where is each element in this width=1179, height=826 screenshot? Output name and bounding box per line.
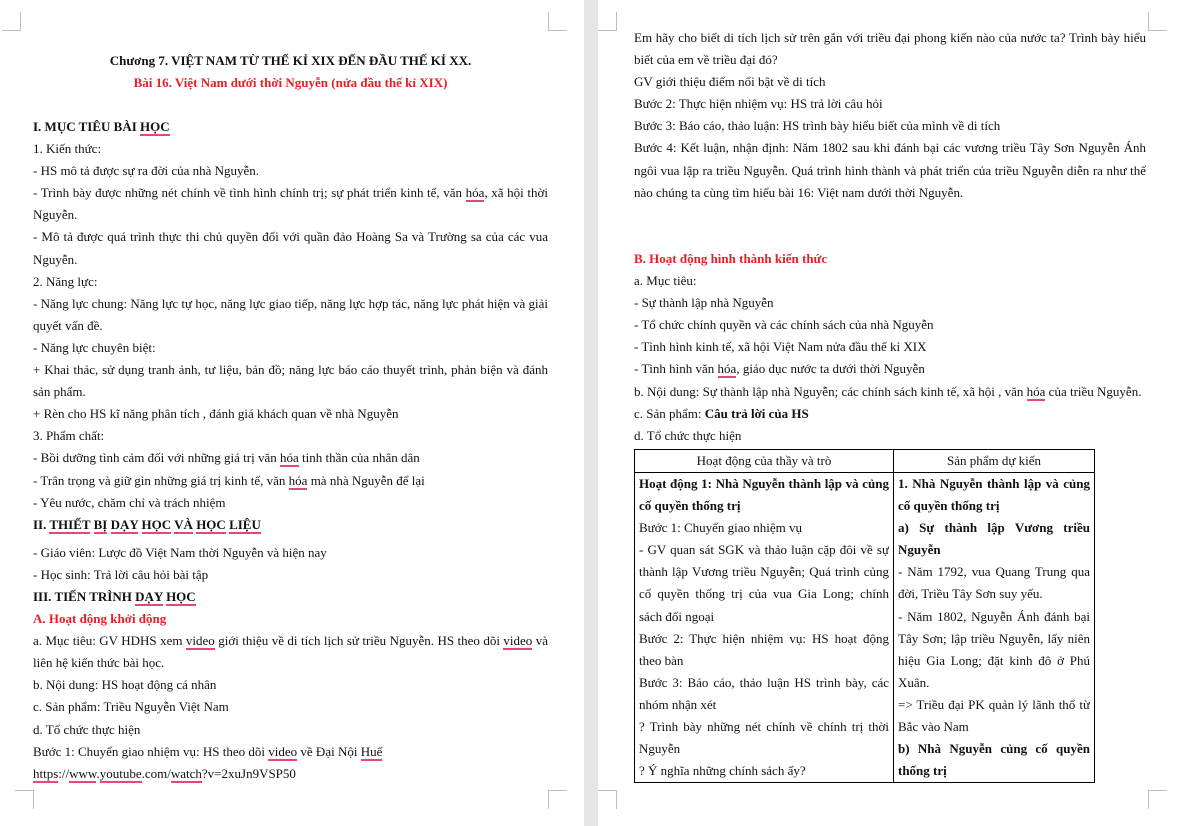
text-line (634, 314, 1146, 336)
line-text: d. Tổ chức thực hiện (634, 427, 742, 443)
text-line (639, 517, 889, 539)
spelling-flag[interactable]: hóa (288, 472, 308, 488)
line-text: 3. Phẩm chất: (33, 428, 105, 444)
text-line (33, 492, 548, 514)
text-line (33, 271, 548, 293)
line-text: II. THIẾT BỊ DẠY HỌC VÀ HỌC LIỆU (33, 516, 261, 532)
product-value: Câu trả lời của HS (704, 405, 809, 421)
text-line (634, 403, 1146, 425)
margin-corner-mark (1148, 12, 1167, 31)
line-text: ? Trình bày những nét chính về chính trị thời (639, 719, 889, 735)
line-text: => Triều đại PK quản lý lãnh thổ từ (898, 696, 1090, 712)
text-line (634, 425, 1146, 447)
line-text: - Yêu nước, chăm chỉ và trách nhiệm (33, 494, 226, 510)
line-text: + Khai thác, sử dụng tranh ảnh, tư liệu, bản đồ; năng lực báo cáo thuyết trình, phản biện và đánh (33, 362, 548, 378)
text-line (634, 292, 1146, 314)
spelling-flag[interactable]: VÀ (174, 516, 193, 532)
table-cell-activities[interactable] (635, 473, 894, 783)
line-text: sản phẩm. (33, 384, 86, 400)
text-line (639, 628, 889, 650)
section-heading (634, 248, 1146, 270)
text-line (898, 738, 1090, 760)
text-line (33, 293, 548, 315)
spelling-flag[interactable]: HỌC (141, 516, 172, 532)
text-line (33, 182, 548, 204)
line-text: a) Sự thành lập Vương triều (898, 520, 1090, 536)
text-line (33, 403, 548, 425)
text-line (898, 583, 1090, 605)
line-text: B. Hoạt động hình thành kiến thức (634, 251, 828, 266)
table-cell-expected-products[interactable] (894, 473, 1095, 783)
text-line (634, 381, 1146, 403)
text-line (898, 517, 1090, 539)
line-text: - Năng lực chuyên biệt: (33, 339, 156, 355)
line-text: thống trị (898, 763, 947, 779)
margin-corner-mark (15, 790, 34, 809)
line-text: Bước 2: Thực hiện nhiệm vụ: HS trả lời câu hỏi (634, 96, 883, 112)
line-text: nào chúng ta cùng tìm hiểu bài 16: Việt nam dưới thời Nguyễn. (634, 184, 964, 200)
page-2-intro[interactable] (634, 27, 1146, 204)
spelling-flag[interactable]: www (69, 765, 97, 781)
line-text: 1. Nhà Nguyễn thành lập và củng (898, 476, 1090, 491)
page-1-body[interactable] (33, 116, 548, 785)
spelling-flag[interactable]: hóa (1026, 383, 1046, 399)
document-page-1[interactable] (0, 0, 584, 826)
spelling-flag[interactable]: HỌC (196, 516, 226, 532)
line-text: - Trình bày được những nét chính về tình hình chính trị; sự phát triển kinh tế, văn hóa, xã hội thời (33, 185, 548, 201)
line-text: Bước 2: Thực hiện nhiệm vụ: HS hoạt động (639, 630, 889, 646)
spelling-flag[interactable]: watch (170, 765, 202, 781)
text-line (639, 650, 889, 672)
text-line (634, 160, 1146, 182)
line-text: Bước 3: Báo cáo, thảo luận: HS trình bày hiểu biết của mình về di tích (634, 118, 1001, 134)
line-text: + Rèn cho HS kĩ năng phân tích , đánh giá khách quan về nhà Nguyễn (33, 406, 399, 422)
line-text: ? Ý nghĩa những chính sách ấy? (639, 763, 806, 779)
line-text: cố quyền thống trị (898, 498, 1000, 514)
spelling-flag[interactable]: youtube (99, 765, 142, 781)
text-line (898, 672, 1090, 694)
text-line (639, 694, 889, 716)
line-text: A. Hoạt động khởi động (33, 611, 167, 627)
text-line (33, 381, 548, 403)
text-line (33, 652, 548, 674)
text-line (639, 495, 889, 517)
line-text: 1. Kiến thức: (33, 141, 102, 157)
text-line (639, 738, 889, 760)
spelling-flag[interactable]: DẠY (135, 588, 163, 604)
line-text: 2. Năng lực: (33, 273, 98, 289)
text-line (634, 270, 1146, 292)
text-line (33, 741, 548, 763)
text-line (634, 49, 1146, 71)
margin-corner-mark (548, 12, 567, 31)
text-line (33, 542, 548, 564)
margin-corner-mark (2, 12, 21, 31)
line-text: sách đối ngoại (639, 608, 715, 624)
text-line (33, 337, 548, 359)
margin-corner-mark (598, 790, 617, 809)
spelling-flag[interactable]: BỊ (93, 516, 108, 532)
spelling-flag[interactable]: HỌC (140, 119, 170, 134)
text-line (898, 495, 1090, 517)
text-line (33, 696, 548, 718)
line-text: b. Nội dung: HS hoạt động cá nhân (33, 677, 217, 693)
spelling-flag[interactable]: https (33, 765, 59, 781)
table-header: Hoạt động của thầy và trò (635, 450, 894, 473)
text-line (898, 561, 1090, 583)
video-link[interactable] (33, 763, 548, 785)
line-text: hiệu Gia Long; đặt kinh đô ở Phú (898, 652, 1090, 668)
text-line (634, 27, 1146, 49)
text-line (33, 719, 548, 741)
spelling-flag[interactable]: hóa (465, 185, 485, 201)
text-line (639, 606, 889, 628)
line-text: Bắc vào Nam (898, 719, 969, 735)
spelling-flag[interactable]: video (503, 633, 533, 649)
line-text: d. Tổ chức thực hiện (33, 721, 141, 737)
text-line (634, 336, 1146, 358)
line-text: - HS mô tả được sự ra đời của nhà Nguyễn. (33, 163, 260, 179)
line-text: a. Mục tiêu: GV HDHS xem video giới thiệu về di tích lịch sử triều Nguyễn. HS theo dõi video và (33, 633, 548, 649)
text-line (639, 672, 889, 694)
line-text: GV giới thiệu điểm nổi bật về di tích (634, 74, 826, 90)
line-text: - Học sinh: Trả lời câu hỏi bài tập (33, 566, 209, 582)
line-text: quyết vấn đề. (33, 317, 103, 333)
activity-table (634, 449, 1095, 783)
spelling-flag[interactable]: video (268, 743, 298, 759)
text-line (639, 539, 889, 561)
line-text: https://www.youtube.com/watch?v=2xuJn9VSP50 (33, 765, 296, 781)
section-heading (33, 608, 548, 630)
margin-corner-mark (1148, 790, 1167, 809)
line-text: - Trân trọng và giữ gìn những giá trị kinh tế, văn hóa mà nhà Nguyễn để lại (33, 472, 425, 488)
line-text: Bước 1: Chuyển giao nhiệm vụ: HS theo dõi video về Đại Nội Huế (33, 743, 383, 759)
text-line (898, 628, 1090, 650)
section-heading (33, 514, 548, 536)
line-text: - Năm 1802, Nguyễn Ánh đánh bại (898, 608, 1090, 624)
line-text: cố quyền thống trị của vua Gia Long; chính (639, 586, 889, 602)
line-text: c. Sản phẩm: Triều Nguyễn Việt Nam (33, 699, 229, 715)
line-text: Nguyễn (898, 542, 941, 558)
text-line (634, 137, 1146, 159)
text-line (33, 359, 548, 381)
line-text: Nguyễn (639, 741, 681, 757)
text-line (639, 716, 889, 738)
text-line (33, 249, 548, 271)
line-text: III. TIẾN TRÌNH DẠY HỌC (33, 588, 196, 604)
text-line (33, 425, 548, 447)
section-heading (33, 116, 548, 138)
spelling-flag[interactable]: HỌC (166, 588, 196, 604)
margin-corner-mark (598, 12, 617, 31)
line-text: - Giáo viên: Lược đồ Việt Nam thời Nguyễn và hiện nay (33, 544, 327, 560)
line-text: I. MỤC TIÊU BÀI HỌC (33, 119, 170, 134)
spelling-flag[interactable]: video (185, 633, 215, 649)
spelling-flag[interactable]: hóa (717, 361, 737, 377)
spelling-flag[interactable]: hóa (280, 450, 299, 466)
text-line (898, 606, 1090, 628)
text-line (634, 182, 1146, 204)
line-text: Bước 4: Kết luận, nhận định: Năm 1802 sau khi đánh bại các vương triều Tây Sơn Nguyễn Ánh (634, 140, 1146, 156)
text-line (634, 71, 1146, 93)
line-text: b) Nhà Nguyễn củng cố quyền (898, 741, 1090, 757)
line-text: - Sự thành lập nhà Nguyễn (634, 295, 774, 311)
text-line (33, 204, 548, 226)
section-heading (33, 586, 548, 608)
text-line (898, 473, 1090, 495)
line-text: Tây Sơn; lập triều Nguyễn, lấy niên (898, 630, 1090, 646)
text-line (634, 358, 1146, 380)
spelling-flag[interactable]: LIỆU (229, 516, 261, 532)
text-line (33, 315, 548, 337)
line-text: Nguyễn. (33, 207, 78, 223)
line-text: Nguyễn. (33, 251, 78, 267)
line-text: Bước 1: Chuyển giao nhiệm vụ (639, 520, 803, 536)
line-text: b. Nội dung: Sự thành lập nhà Nguyễn; các chính sách kinh tế, xã hội , văn hóa của triều Nguyễn. (634, 383, 1142, 399)
spelling-flag[interactable]: THIẾT (49, 516, 91, 532)
line-text: Hoạt động 1: Nhà Nguyễn thành lập và củng (639, 476, 889, 491)
text-line (639, 473, 889, 495)
line-text: - Năm 1792, vua Quang Trung qua (898, 564, 1090, 580)
document-page-2[interactable] (598, 0, 1179, 826)
line-text: c. Sản phẩm: (634, 405, 705, 421)
line-text: Bước 3: Báo cáo, thảo luận HS trình bày, các (639, 674, 889, 690)
line-text: Em hãy cho biết di tích lịch sử trên gắn với triều đại phong kiến nào của nước ta? Trình bày hiểu (634, 30, 1146, 45)
text-line (33, 564, 548, 586)
line-text: Xuân. (898, 674, 930, 690)
text-line (639, 760, 889, 782)
line-text: a. Mục tiêu: (634, 273, 697, 289)
text-line (898, 694, 1090, 716)
text-line (639, 561, 889, 583)
line-text: - GV quan sát SGK và thảo luận cặp đôi về sự (639, 542, 889, 558)
line-text: liên hệ kiến thức bài học. (33, 655, 165, 671)
spelling-flag[interactable]: DẠY (110, 516, 139, 532)
text-line (634, 93, 1146, 115)
text-line (898, 650, 1090, 672)
chapter-title: Chương 7. VIỆT NAM TỪ THẾ KỈ XIX ĐẾN ĐẦU THẾ KỈ XX. (109, 53, 472, 68)
line-text: - Mô tả được quá trình thực thi chủ quyền đối với quần đảo Hoàng Sa và Trường sa của các vua (33, 229, 548, 245)
text-line (33, 630, 548, 652)
spelling-flag[interactable]: Huế (360, 743, 383, 759)
page-2-section-b[interactable] (634, 248, 1146, 447)
table-header: Sản phẩm dự kiến (894, 450, 1095, 473)
line-text: - Tình hình văn hóa, giáo dục nước ta dưới thời Nguyễn (634, 361, 925, 377)
text-line (634, 115, 1146, 137)
text-line (33, 160, 548, 182)
line-text: - Năng lực chung: Năng lực tự học, năng lực giao tiếp, năng lực hợp tác, năng lực phát hiện và giải (33, 295, 548, 311)
lesson-title: Bài 16. Việt Nam dưới thời Nguyễn (nửa đầu thế kỉ XIX) (133, 75, 448, 91)
line-text: - Tình hình kinh tế, xã hội Việt Nam nửa đầu thế kỉ XIX (634, 339, 927, 355)
line-text: thành lập Vương triều Nguyễn; Quá trình củng (639, 564, 889, 580)
text-line (33, 138, 548, 160)
text-line (33, 674, 548, 696)
text-line (898, 716, 1090, 738)
text-line (898, 539, 1090, 561)
line-text: đời, Triều Tây Sơn suy yếu. (898, 586, 1043, 602)
text-line (33, 226, 548, 248)
text-line (33, 447, 548, 469)
line-text: cố quyền thống trị (639, 498, 741, 514)
line-text: theo bàn (639, 652, 684, 668)
text-line (33, 470, 548, 492)
line-text: - Bồi dưỡng tình cảm đối với những giá trị văn hóa tinh thần của nhân dân (33, 450, 420, 466)
text-line (898, 760, 1090, 782)
margin-corner-mark (548, 790, 567, 809)
line-text: ngôi vua lập ra triều Nguyễn. Quá trình hình thành và phát triển của triều Nguyễn diễn ra như thế (634, 162, 1146, 178)
table-row (635, 473, 1095, 783)
text-line (639, 583, 889, 605)
line-text: biết của em về triều đại đó? (634, 52, 778, 68)
line-text: nhóm nhận xét (639, 696, 717, 712)
line-text: - Tổ chức chính quyền và các chính sách của nhà Nguyễn (634, 317, 934, 333)
